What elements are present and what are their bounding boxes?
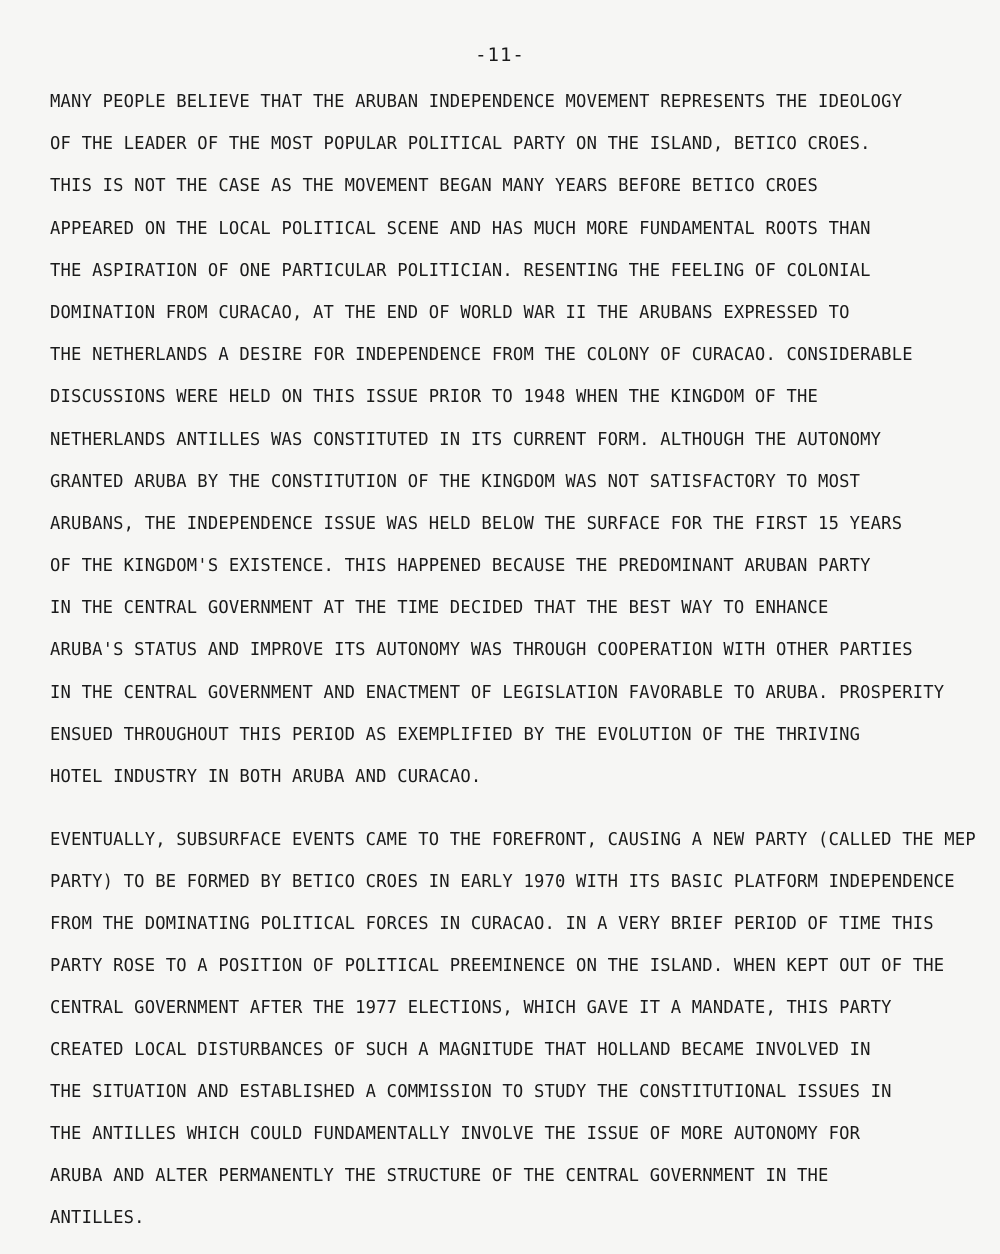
text-line: THE SITUATION AND ESTABLISHED A COMMISSION TO STUDY THE CONSTITUTIONAL ISSUES IN	[50, 1082, 892, 1102]
text-line: ARUBANS, THE INDEPENDENCE ISSUE WAS HELD BELOW THE SURFACE FOR THE FIRST 15 YEARS	[50, 513, 903, 534]
text-line: ANTILLES.	[50, 1208, 145, 1228]
text-line: ARUBA AND ALTER PERMANENTLY THE STRUCTURE OF THE CENTRAL GOVERNMENT IN THE	[50, 1166, 829, 1186]
text-line: THIS IS NOT THE CASE AS THE MOVEMENT BEGAN MANY YEARS BEFORE BETICO CROES	[50, 176, 819, 197]
text-line: CREATED LOCAL DISTURBANCES OF SUCH A MAGNITUDE THAT HOLLAND BECAME INVOLVED IN	[50, 1040, 871, 1060]
text-line: APPEARED ON THE LOCAL POLITICAL SCENE AND HAS MUCH MORE FUNDAMENTAL ROOTS THAN	[50, 218, 871, 239]
text-line: THE NETHERLANDS A DESIRE FOR INDEPENDENCE FROM THE COLONY OF CURACAO. CONSIDERABLE	[50, 345, 913, 366]
text-line: PARTY ROSE TO A POSITION OF POLITICAL PREEMINENCE ON THE ISLAND. WHEN KEPT OUT OF THE	[50, 956, 945, 976]
text-line: IN THE CENTRAL GOVERNMENT AT THE TIME DECIDED THAT THE BEST WAY TO ENHANCE	[50, 598, 829, 619]
text-line: HOTEL INDUSTRY IN BOTH ARUBA AND CURACAO.	[50, 767, 482, 787]
paragraph-1	[50, 88, 995, 805]
text-line: PARTY) TO BE FORMED BY BETICO CROES IN EARLY 1970 WITH ITS BASIC PLATFORM INDEPENDENCE	[50, 872, 955, 892]
text-line: THE ANTILLES WHICH COULD FUNDAMENTALLY INVOLVE THE ISSUE OF MORE AUTONOMY FOR	[50, 1124, 861, 1144]
text-line: NETHERLANDS ANTILLES WAS CONSTITUTED IN ITS CURRENT FORM. ALTHOUGH THE AUTONOMY	[50, 429, 882, 450]
paragraph-2	[50, 826, 995, 1246]
text-line: IN THE CENTRAL GOVERNMENT AND ENACTMENT OF LEGISLATION FAVORABLE TO ARUBA. PROSPERITY	[50, 682, 945, 703]
text-line: DISCUSSIONS WERE HELD ON THIS ISSUE PRIOR TO 1948 WHEN THE KINGDOM OF THE	[50, 387, 819, 408]
text-line: DOMINATION FROM CURACAO, AT THE END OF WORLD WAR II THE ARUBANS EXPRESSED TO	[50, 302, 850, 323]
text-line: CENTRAL GOVERNMENT AFTER THE 1977 ELECTIONS, WHICH GAVE IT A MANDATE, THIS PARTY	[50, 998, 892, 1018]
text-line: MANY PEOPLE BELIEVE THAT THE ARUBAN INDEPENDENCE MOVEMENT REPRESENTS THE IDEOLOGY	[50, 92, 903, 112]
text-line: ENSUED THROUGHOUT THIS PERIOD AS EXEMPLIFIED BY THE EVOLUTION OF THE THRIVING	[50, 724, 861, 745]
text-line: EVENTUALLY, SUBSURFACE EVENTS CAME TO THE FOREFRONT, CAUSING A NEW PARTY (CALLED THE MEP	[50, 830, 976, 850]
text-line: ARUBA'S STATUS AND IMPROVE ITS AUTONOMY WAS THROUGH COOPERATION WITH OTHER PARTIES	[50, 640, 913, 661]
text-line: OF THE LEADER OF THE MOST POPULAR POLITICAL PARTY ON THE ISLAND, BETICO CROES.	[50, 134, 871, 155]
text-line: FROM THE DOMINATING POLITICAL FORCES IN CURACAO. IN A VERY BRIEF PERIOD OF TIME THIS	[50, 914, 934, 934]
text-line: GRANTED ARUBA BY THE CONSTITUTION OF THE KINGDOM WAS NOT SATISFACTORY TO MOST	[50, 471, 861, 492]
page-number: -11-	[475, 44, 525, 66]
text-line: OF THE KINGDOM'S EXISTENCE. THIS HAPPENED BECAUSE THE PREDOMINANT ARUBAN PARTY	[50, 556, 871, 577]
text-line: THE ASPIRATION OF ONE PARTICULAR POLITICIAN. RESENTING THE FEELING OF COLONIAL	[50, 260, 871, 281]
